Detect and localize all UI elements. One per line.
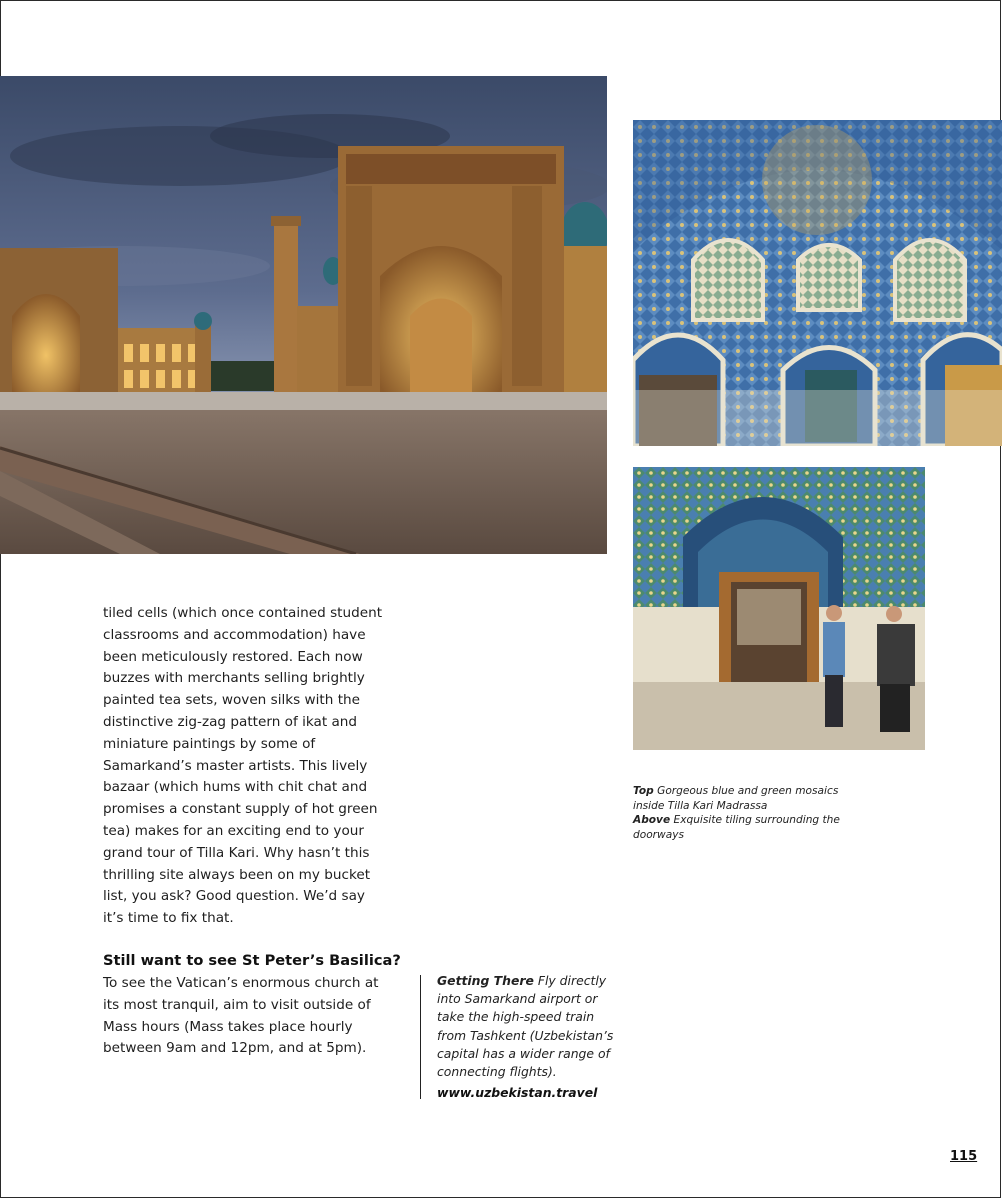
getting-there-body: Fly directly into Samarkand airport or take the high-speed train from Tashkent (Uzbekistan’s capital has a wider range of connecting flights).: [437, 973, 614, 1080]
registan-square-photo: [0, 76, 607, 554]
getting-there-sidebar: [420, 975, 621, 1099]
travel-website-link[interactable]: www.uzbekistan.travel: [437, 1085, 598, 1100]
getting-there-label: Getting There: [437, 973, 534, 988]
caption-top-label: Top: [633, 785, 654, 797]
page-number: 115: [950, 1149, 978, 1164]
article-body-column: [103, 603, 388, 930]
caption-top-text: Gorgeous blue and green mosaics inside Tilla Kari Madrassa: [633, 785, 839, 812]
caption-above-text: Exquisite tiling surrounding the doorways: [633, 814, 840, 841]
tilla-kari-mosaic-interior-photo: [633, 120, 1002, 446]
sub-paragraph: To see the Vatican’s enormous church at its most tranquil, aim to visit outside of Mass hours (Mass takes place hourly between 9am and 12pm, and at 5pm).: [103, 975, 379, 1057]
subheading-body: [103, 973, 388, 1060]
getting-there-text: [437, 972, 617, 1081]
tilla-kari-doorway-photo: [633, 467, 925, 750]
subheading: Still want to see St Peter’s Basilica?: [103, 952, 401, 969]
caption-above-label: Above: [633, 814, 671, 827]
photo-caption: [633, 784, 843, 842]
article-paragraph: tiled cells (which once contained student classrooms and accommodation) have been meticulously restored. Each now buzzes with merchants selling brightly painted tea sets, woven silks with the distinctive zig-zag pattern of ikat and miniature paintings by some of Samarkand’s master artists. This lively bazaar (which hums with chit chat and promises a constant supply of hot green tea) makes for an exciting end to your grand tour of Tilla Kari. Why hasn’t this thrilling site always been on my bucket list, you ask? Good question. We’d say it’s time to fix that.: [103, 605, 383, 927]
